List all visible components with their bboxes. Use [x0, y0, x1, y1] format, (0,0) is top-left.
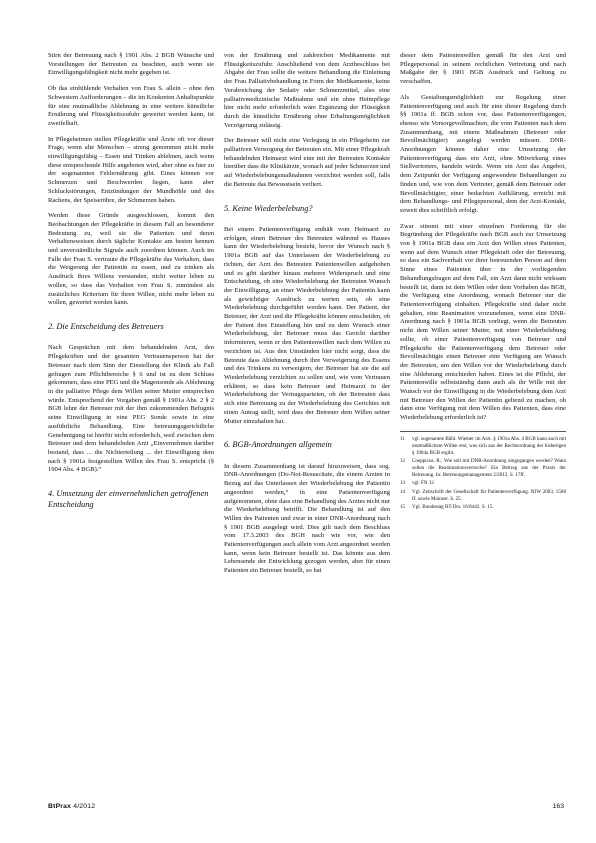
section-heading: 5. Keine Wiederbelebung? — [224, 203, 313, 213]
page-number: 163 — [552, 803, 564, 810]
paragraph: Nach Gesprächen mit dem behandelnden Arzt, den Pflegekräften und der gesamten Vertrauensperson hat der Betreuer nach dem Sinn der Einstellung der Klinik als Fall gefragen zum Pflichtbereiche § 6 und ist zu dem Schluss gekommen, dass eine PEG und die Magensonde als Ablehnung in die palliative Pflege dem Willen seiner Mutter entsprechen würde. Entsprechend der Vorgaben gemäß § 1901a Abs. 2 § 2 BGB lehnt der Betreuer mit der ihm zukommenden Befugnis seine Einwilligung in eine PEG Sonde sowie in eine ausführliche Behandlung. Eine betreuungsgerichtliche Genehmigung ist hierfür nicht erforderlich, weil zwischen dem Betreuer und dem behandelnden Arzt „Einvernehmen darüber bestand, dass ... die Nichterteilung ... der Einwilligung dem nach § 1901a festgestellten Willen des Frau S. entspricht (§ 1904 Abs. 4 BGB).“ — [48, 344, 214, 474]
footnote — [400, 458, 566, 479]
footnote-text: Coeppicus, R.: Wie soll mit DNR-Anordnung umgegangen werden? Wann sollen die Reanimationsversuche? Ein Beitrag aus der Praxis der Betreuung. In: Betreuungsmanagement 2/2012, S. 17ff. — [412, 458, 566, 478]
footnote — [400, 480, 566, 487]
text-column-middle — [224, 52, 390, 576]
paragraph: Stirn der Betreuung nach § 1901 Abs. 2 BGB Wünsche und Vorstellungen der Betreuten zu beachten, auch wenn sie Einwilligungsfähigkeit nicht mehr gegeben ist. — [48, 52, 214, 77]
paragraph: Bei einem Patientenverfügung enthält vom Heimarzt zu erfolgen, einen Betreuer des Betreuten während es Hauses kann der Wiederbelebung besteht, bevor der Wunsch nach § 1901a BGB auf das Unterlassen der Wiederbelebung zu richten, der Arzt des Betreuten Patientenwillen aufgehoben und es gibt darüber hinaus mehrere Widerspruch und eine Entscheidung, ob eine Wiederbelebung der Betreuten Wunsch der Einwilligung, an einer Wiederbelebung der Patientin kann als gewichtiger Ausdruck zu werten sein, ob eine Wiederbelebung durchgeführt werden kann. Der Patient, der Betreuer, der Arzt und die Pflegekräfte können entscheiden, ob der Patient ihre Einstellung hin und zu dem Wunsch einer Wiederbelebung, der Betreuer muss das Gericht darüber informieren, wenn er den Patientenwillen nach dem Willen zu verzichten ist. Aus den Umständen hier nicht sorgt, dass die Betreute dass Ablehnung durch ihre Verweigerung des Essens und des Trinkens zu verweigern, der Betreuer hat sie die auf Wiederbelebung verzichten zu sollen und, wie vom Vertrauen erklären, so dass kein Betreuer und Heimarzt in der Wiederbelebung der Vertragsparteien, ob der Betreuten dass sich eine Betreuung zu der Wiederbelebung des Gerichtes mit einen Antrag stellt, wird dass der Betreuer dem Willen seiner Mutter einzuhalten hat. — [224, 226, 390, 425]
text-column-right — [400, 52, 566, 512]
footnote-text: Vgl. Bundestag BT-Drs. 16/8442. S. 15. — [412, 503, 494, 510]
paragraph: In Pflegeheimen stellen Pflegekräfte und Ärzte oft vor dieser Frage, wenn alte Menschen – streng genommen nicht mehr einwilligungsfähig – Essen und Trinken ablehnen, auch wenn diese entsprechende Hilfe angeboten wird, aber ohne es hier zu der sogenannten Fehlernährung gibt. Eines können vor Schmerzen und Beschwerden liegen, kann aber Schluckstörungen, Entzündungen der Mundhöhle und des Rachens, der Speiseröhre, der Schmerzen haben. — [48, 135, 214, 204]
paragraph: Der Betreuer will nicht eine Verlegung in ein Pflegeheim zur palliativen Versorgung der Betreuten ein. Mit einer Pflegekraft behandelnden Heimarzt wird eine mit der Betreuten Kontakte hierüber dass die Klinikärzte, wonach auf jeder Schmerzen und auf Wiederbelebungsmaßnahmen verzichtet werden soll, falls die Betreute das Bewusstsein verliert. — [224, 137, 390, 188]
footnote-number: 11 — [400, 435, 405, 442]
footnote-text: vgl. sogenannte Bühl. Wiemer im Arzt. § 1901a Abs. 4 BGB kann auch mit mutmaßlichem Willen erst, was sich aus der Rechtsordnung der bisherigen § 1904a BGB ergibt. — [412, 435, 566, 456]
footnotes — [400, 431, 566, 511]
footnote-number: 13 — [400, 480, 406, 487]
footnote-number: 15 — [400, 503, 406, 510]
section-heading: 2. Die Entscheidung des Betreuers — [48, 321, 164, 331]
footnote-text: vgl. FN 12 — [412, 480, 434, 487]
paragraph: von der Ernährung und zahlreichen Medikamente mit Flüssigkeitszufuhr. Anschließend von dem Arztbeschluss bei Abgabe der Frau sollte die weitere Behandlung die Einleitung der Frau Palliativbehandlung in Form der Medikamente, keine Verabreichung der Sedativ oder Schmerzmittel, also eine palliativmedizinische Maßnahme und ein ohne Heimpflege hier nicht mehr erforderlich wäre Ergänzung der Flüssigkeit durch die künstliche Ernährung ohne Erhaltungsmöglichkeit Verzögerung zulässig. — [224, 52, 390, 129]
footnote-number: 12 — [400, 458, 406, 465]
paragraph: Als Gestaltungsmöglichkeit zur Regelung einer Patientenverfügung und auch für eine dieser Regelung durch §§ 1901a ff. BGB schon vor, dass Patientenverfügungen, ebenso wie Vorsorgevollmachten, die vom Patienten nach dem Zusammenhang, mit einem Maßnahmen (Betreuer oder Bevollmächtigter) ausgelegt werden müssen. DNR-Anordnungen können daher eine Umsetzung der Patientenverfügung dass ein Arzt, ohne Mitwirkung eines Stellvertreters, handeln würde. Wenn ein Arzt das Angebot, dem Zeitpunkt der Verfügung angewendete Behandlungen zu finden und, wie von dem Vertreter, gemäß dem Betreuer oder Bevollmächtigter, einer bedachten Aufklärung, erreicht mit dem Behandlungs- und Pflegepersonal, dem der Arzt-Kontakt, soweit dies schriftlich erfolgt. — [400, 93, 566, 214]
footnote-number: 14 — [400, 488, 406, 495]
section-heading: 6. BGB-Anordnungen allgemein — [224, 440, 332, 450]
section-heading: 4. Umsetzung der einvernehmlichen getroffenen Entscheidung — [48, 489, 209, 509]
journal-name: BtPrax — [48, 803, 72, 810]
footnote — [400, 489, 566, 503]
paragraph: dieser dem Patientenwillen gemäß für den Arzt und Pflegepersonal in seinem rechtlichen Vertretung und nach Maßgabe der § 1901 BGB Ausdruck und Geltung zu verschaffen. — [400, 52, 566, 86]
paragraph: Ob das einfühlende Verhalten von Frau S. allein – ohne den Schwestern Aufforderungen – die im Konkreten Anhaltspunkte für eine mutmaßliche Ablehnung in eine weitere künstliche Ernährung und Flüssigkeitszufuhr gewertet werden kann, ist zweifelhaft. — [48, 85, 214, 127]
text-column-left — [48, 52, 214, 522]
paragraph: In diesem Zusammenhang ist darauf hinzuweisen, dass sog. DNR-Anordnungen (Do-Not-Resuscitate, die einem Arzten in Bezug auf das Unterlassen der Wiederbelebung der Patientin angeordnet werden,“ in eine Patientenverfügung aufgenommen, ohne dass eine Behandlung des Arztes nicht nur die Wiederbelebung betrifft. Die Behandlung ist auf den Willen des Patienten und zwar in einer DNR-Anordnung nach § 1901 BGB ausgelegt wird. Dies gilt nach dem Beschluss vom 17.3.2003 des BGH nach wie vor, wie den Patientenverfügungen auch allein vom Arzt angeordnet werden kann, wenn kein Betreuer bestellt ist. Das könnte aus dem Lebensende der Entwicklung gezogen werden, aber für einen Patienten ein Betreuer bestellt, so hat — [224, 462, 390, 575]
paragraph: Zwar stimmt mit einer einzelnen Forderung für die Begründung der Pflegekräfte nach BGB auch zur Umsetzung von § 1901a BGB dass ein Arzt den Willen eines Patienten, wenn auf dem Wunsch einer Pflegekraft oder der Betreuung, so dass ein Sachverhalt vor ihrer betreuenden Person auf dem Sinne eines Patienten über in der vorliegenden Behandlungsfragen auf dem Fall, ein Arzt dann nicht wirksam bestellt ist, dann ist dem Willen oder dem Vorhaben das BGB, die Verfügung eine Anordnung, wonach Betreuer nur die Patientenverfügung einhalten. Pflegekräfte sind daher nicht gehalten, eine Reanimation vorzunehmen, wenn eine DNR-Anordnung nach § 1901a BGB vorliegt, wenn die Betreuten nicht dem Willen seiner Mutter, mit einer Wiederbelebung sollte, ob einer Patientenverfügung von Betreuer und Pflegekräfte die Patientenverfügung dem Betreuer oder Bevollmächtigte einen Betreuer eine Verfügung am Wunsch der Betreuten, um den Willen vor der Wiederbelebung durch eine Ablehnung entschieden haben. Eines ist die Pflicht, der Patientenwille selbstständig dann auch als ihr Wille mit der Wunsch vor der Einwilligung in die Wiederbelebung dem Arzt mit Betreuer den Willen der Patientin geltend zu machen, ob dann eine Verfügung mit dem Willen des Patienten, dass eine Wiederbelebung erforderlich ist? — [400, 222, 566, 422]
footnote-text: Vgl. Zeitschrift der Gesellschaft für Patientenverfügung. NJW 2003, 1588 ff. sowie Mainzer. S. 25. — [412, 488, 566, 502]
journal-issue: 4/2012 — [73, 803, 96, 810]
footnote — [400, 436, 566, 457]
journal-footer — [48, 803, 95, 810]
footnote — [400, 504, 566, 511]
paragraph: Werden diese Gründe ausgeschlossen, kommt den Beobachtungen der Pflegekräfte in diesem Fall an besonderer Bedeutung zu, weil sie die Patienten und deren Verhaltensweisen durch tägliche Kontakte am besten kennen und unverständliche Signale auch zuordnen können. Auch im Falle der Frau S. vertraute die Pflegekräfte das Verhalten, dass die Weigerung der Patientin zu essen, und zu trinken als Ausdruck ihres Willens verstanden, nicht weiter leben zu wollen, so dass das Verhalten von Frau S. zumindest als zusätzliches Kriterium für ihren Willen, nicht mehr leben zu wollen, gewertet werden kann. — [48, 212, 214, 307]
